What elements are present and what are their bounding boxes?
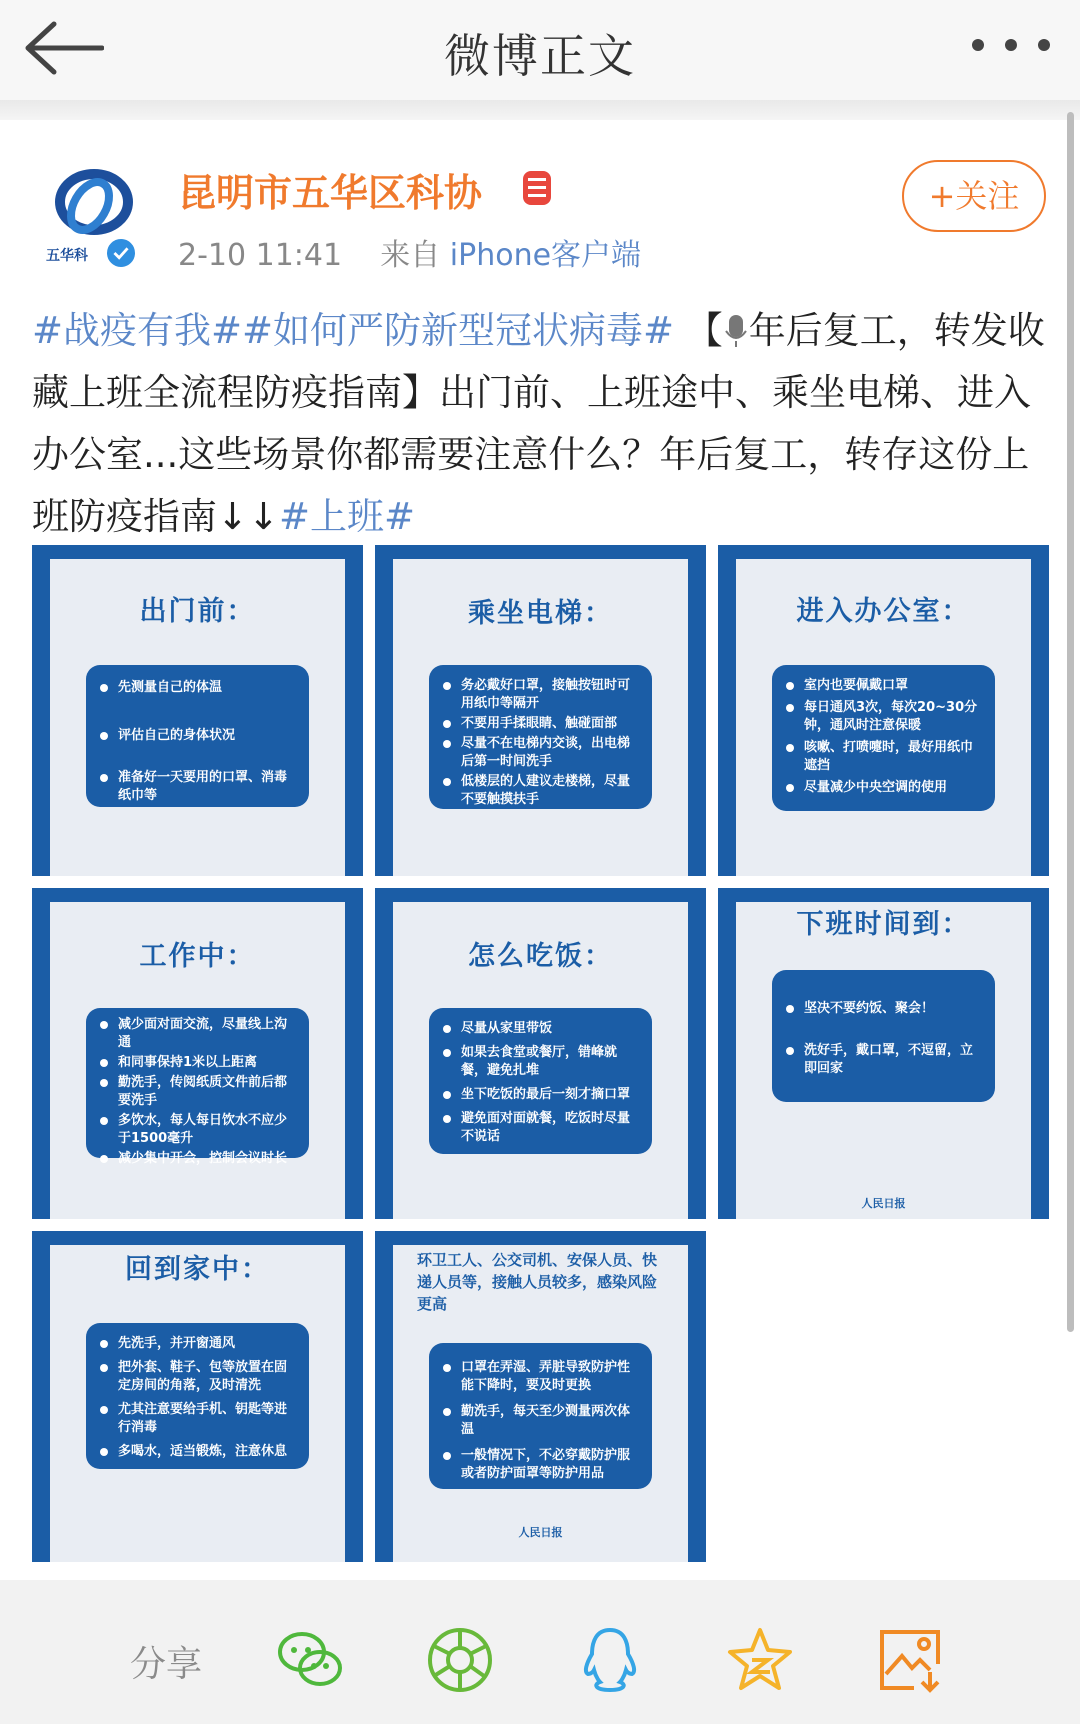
tip-item: 尽量从家里带饭 — [443, 1020, 642, 1038]
svg-text:五华科: 五华科 — [46, 248, 88, 264]
poster-title: 进入办公室： — [796, 596, 971, 627]
tips-box — [86, 665, 309, 807]
hashtag-link[interactable]: #战疫有我# — [32, 309, 243, 352]
tip-item: 把外套、鞋子、包等放置在固定房间的角落，及时清洗 — [100, 1359, 299, 1395]
save-image-icon[interactable] — [874, 1624, 946, 1696]
tip-item: 如果去食堂或餐厅，错峰就餐，避免扎堆 — [443, 1044, 642, 1080]
tips-box — [772, 665, 995, 811]
tip-item: 多饮水，每人每日饮水不应少于1500毫升 — [100, 1112, 299, 1148]
tip-item: 和同事保持1米以上距离 — [100, 1054, 299, 1072]
tips-box — [86, 1323, 309, 1469]
follow-button[interactable]: +关注 — [902, 160, 1046, 232]
image-grid — [32, 545, 1050, 1560]
poster-title: 下班时间到： — [796, 909, 971, 940]
tip-item: 咳嗽、打喷嚏时，最好用纸巾遮挡 — [786, 739, 985, 775]
tip-item: 坐下吃饭的最后一刻才摘口罩 — [443, 1086, 642, 1104]
share-bar — [0, 1600, 1080, 1724]
poster — [50, 902, 345, 1219]
image-thumbnail[interactable] — [375, 1231, 706, 1562]
image-thumbnail[interactable] — [32, 1231, 363, 1562]
tips-box — [86, 1008, 309, 1166]
image-thumbnail[interactable] — [375, 888, 706, 1219]
image-thumbnail[interactable] — [718, 545, 1049, 876]
poster — [736, 902, 1031, 1219]
image-thumbnail[interactable] — [718, 888, 1049, 1219]
poster-title: 回到家中： — [125, 1254, 270, 1285]
poster-title: 乘坐电梯： — [468, 598, 613, 629]
tips-box — [429, 1343, 652, 1489]
poster-note: 环卫工人、公交司机、安保人员、快递人员等，接触人员较多，感染风险更高 — [417, 1251, 658, 1313]
microphone-icon — [723, 313, 749, 349]
qq-icon[interactable] — [574, 1624, 646, 1696]
tip-item: 多喝水，适当锻炼，注意休息 — [100, 1443, 299, 1461]
tip-item: 准备好一天要用的口罩、消毒纸巾等 — [100, 769, 299, 805]
tip-item: 减少集中开会，控制会议时长 — [100, 1150, 299, 1168]
share-label: 分享 — [130, 1644, 203, 1685]
page-title: 微博正文 — [444, 29, 636, 83]
nav-divider — [0, 100, 1080, 122]
tips-box — [429, 665, 652, 809]
tip-item: 减少面对面交流，尽量线上沟通 — [100, 1016, 299, 1052]
more-dots-icon[interactable] — [966, 30, 1056, 60]
tip-item: 坚决不要约饭、聚会！ — [786, 1000, 985, 1018]
wechat-icon[interactable] — [274, 1624, 346, 1696]
moments-icon[interactable] — [424, 1624, 496, 1696]
publisher-logo: 人民日报 — [518, 1526, 563, 1539]
tip-item: 洗好手，戴口罩，不逗留，立即回家 — [786, 1042, 985, 1078]
post-text — [32, 300, 1052, 548]
tip-item: 每日通风3次，每次20~30分钟，通风时注意保暖 — [786, 699, 985, 735]
tip-item: 勤洗手，每天至少测量两次体温 — [443, 1403, 642, 1439]
tip-item: 尽量不在电梯内交谈，出电梯后第一时间洗手 — [443, 735, 642, 771]
tip-item: 评估自己的身体状况 — [100, 727, 299, 745]
post-time: 2-10 11:41 — [178, 238, 343, 273]
tip-item: 尽量减少中央空调的使用 — [786, 779, 985, 797]
member-badge-icon — [522, 170, 552, 206]
post-source[interactable]: iPhone客户端 — [449, 238, 642, 273]
poster-title: 出门前： — [139, 596, 256, 627]
tip-item: 避免面对面就餐，吃饭时尽量不说话 — [443, 1110, 642, 1146]
poster — [50, 1245, 345, 1562]
tip-item: 低楼层的人建议走楼梯，尽量不要触摸扶手 — [443, 773, 642, 809]
tips-box — [429, 1008, 652, 1154]
tip-item: 尤其注意要给手机、钥匙等进行消毒 — [100, 1401, 299, 1437]
poster-title: 怎么吃饭： — [468, 941, 613, 972]
post-text-part: 【 — [674, 309, 723, 352]
top-nav-bar — [0, 0, 1080, 100]
tip-item: 务必戴好口罩，接触按钮时可用纸巾等隔开 — [443, 677, 642, 713]
post-text-part: 年后复工，转发收藏上班全流程防疫指南】出门前、上班途中、乘坐电梯、进入办公室...这些场景你都需要注意什么？年后复工，转存这份上班防疫指南↓↓ — [32, 309, 1045, 538]
post-meta — [178, 230, 641, 274]
tip-item: 先测量自己的体温 — [100, 679, 299, 697]
tip-item: 口罩在弄湿、弄脏导致防护性能下降时，要及时更换 — [443, 1359, 642, 1395]
author-name[interactable]: 昆明市五华区科协 — [178, 171, 483, 215]
poster-title: 工作中： — [139, 941, 256, 972]
image-thumbnail[interactable] — [32, 888, 363, 1219]
tip-item: 先洗手，并开窗通风 — [100, 1335, 299, 1353]
publisher-logo: 人民日报 — [861, 1197, 906, 1210]
hashtag-link[interactable]: #如何严防新型冠状病毒# — [242, 309, 675, 352]
image-thumbnail[interactable] — [375, 545, 706, 876]
tip-item: 勤洗手，传阅纸质文件前后都要洗手 — [100, 1074, 299, 1110]
poster — [393, 1245, 688, 1562]
poster — [393, 902, 688, 1219]
hashtag-link[interactable]: #上班# — [279, 495, 416, 538]
tips-box — [772, 970, 995, 1102]
poster — [393, 559, 688, 876]
source-prefix: 来自 — [380, 238, 441, 273]
verified-badge-icon — [104, 236, 138, 270]
image-thumbnail[interactable] — [32, 545, 363, 876]
poster — [50, 559, 345, 876]
qzone-icon[interactable] — [724, 1624, 796, 1696]
tip-item: 室内也要佩戴口罩 — [786, 677, 985, 695]
tip-item: 一般情况下，不必穿戴防护服或者防护面罩等防护用品 — [443, 1447, 642, 1483]
tip-item: 不要用手揉眼睛、触碰面部 — [443, 715, 642, 733]
scrollbar[interactable] — [1067, 112, 1074, 1332]
poster — [736, 559, 1031, 876]
